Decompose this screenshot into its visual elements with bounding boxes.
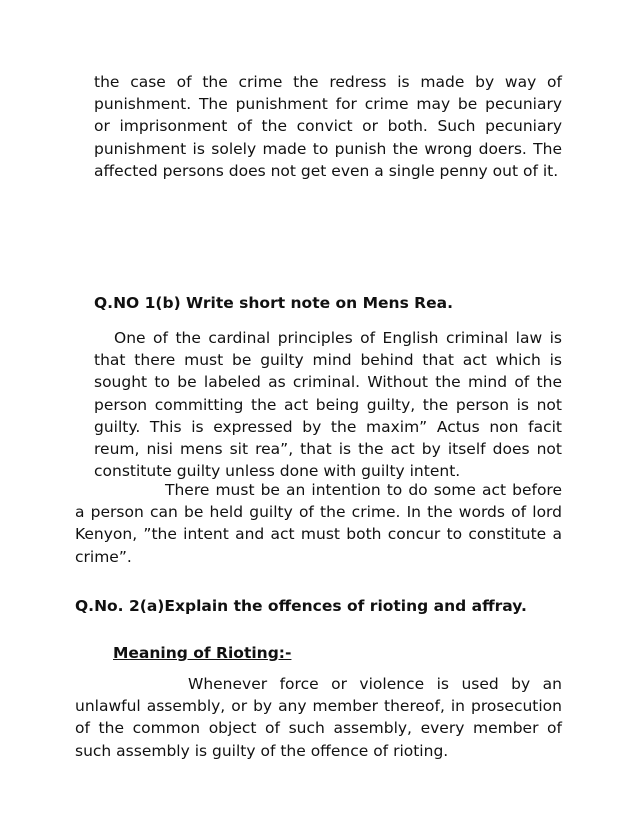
rioting-paragraph: Whenever force or violence is used by an unlawful assembly, or by any member thereof, in prosecution of the common object of such assembly, every member of such assembly is guilty of the offence of rioting. bbox=[75, 675, 562, 760]
intro-paragraph: the case of the crime the redress is made by way of punishment. The punishment for crime may be pecuniary or imprisonment of the convict or both. Such pecuniary punishment is solely made to punish the wrong doers. The affected persons does not get even a single penny out of it. bbox=[94, 73, 562, 180]
mens-rea-paragraph-1: One of the cardinal principles of English criminal law is that there must be guilty mind behind that act which is sought to be labeled as criminal. Without the mind of the person committing the act being guilty, the person is not guilty. This is expressed by the maxim” Actus non facit reum, nisi mens sit rea”, that is the act by itself does not constitute guilty unless done with guilty intent. bbox=[94, 329, 562, 481]
question-2a-heading: Q.No. 2(a)Explain the offences of rioting and affray. bbox=[75, 597, 527, 615]
question-1b-heading: Q.NO 1(b) Write short note on Mens Rea. bbox=[94, 294, 453, 312]
rioting-subheading: Meaning of Rioting:- bbox=[113, 644, 292, 662]
mens-rea-paragraph-2: There must be an intention to do some act before a person can be held guilty of the crime. In the words of lord Kenyon, ”the intent and act must both concur to constitute a crime”. bbox=[75, 481, 562, 566]
